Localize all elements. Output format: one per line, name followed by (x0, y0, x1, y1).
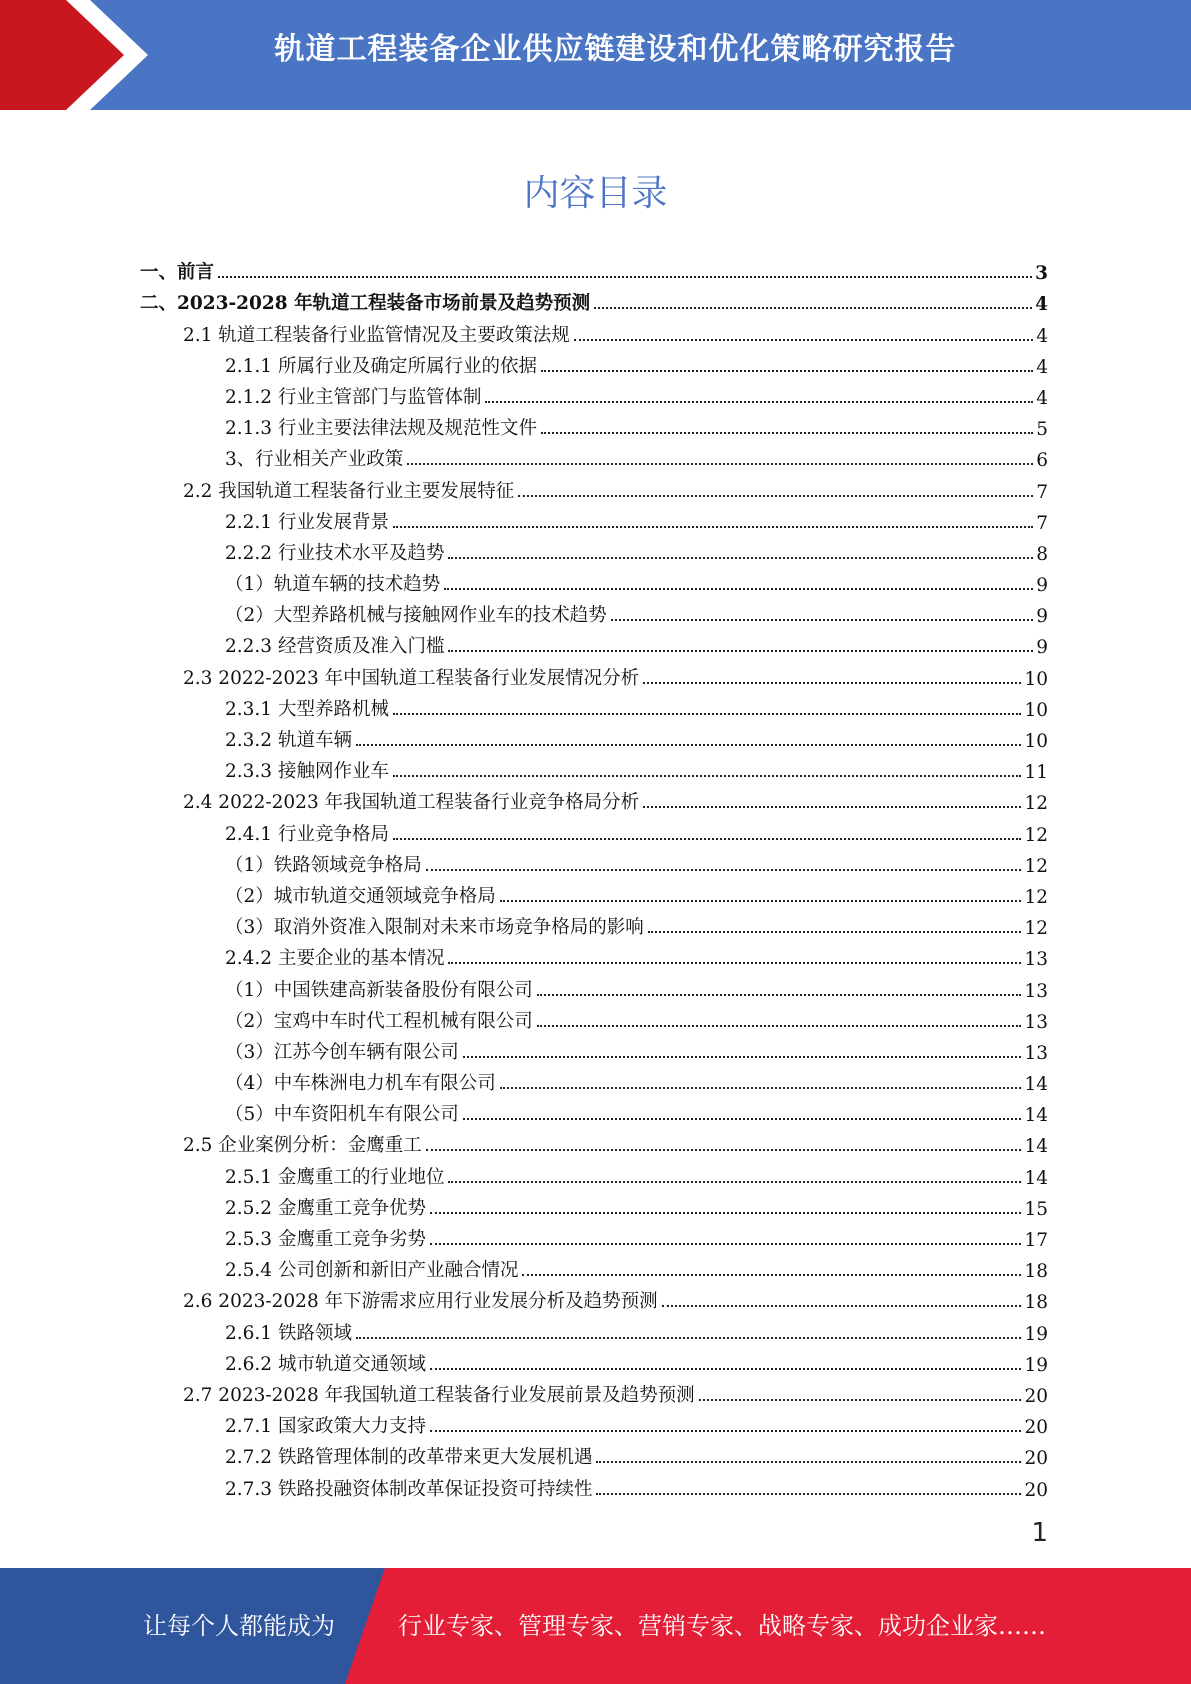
page-footer (0, 1568, 1191, 1684)
toc-entry-page: 14 (1024, 1105, 1048, 1127)
toc-heading: 内容目录 (523, 173, 668, 214)
toc-entry-page: 14 (1024, 1074, 1048, 1096)
toc-entry-page: 12 (1024, 855, 1048, 877)
toc-entry-label: （2）城市轨道交通领域竞争格局 (225, 885, 496, 907)
toc-entry-page: 18 (1024, 1292, 1048, 1314)
toc-entry[interactable] (140, 1376, 1048, 1407)
toc-entry-label: 2.3.2 轨道车辆 (225, 730, 352, 751)
toc-entry-page: 9 (1036, 606, 1048, 628)
toc-entry-label: （2）宝鸡中车时代工程机械有限公司 (225, 1010, 533, 1032)
toc-entry-label: （1）轨道车辆的技术趋势 (225, 574, 441, 596)
toc-leader-dots (393, 525, 1033, 528)
toc-entry[interactable] (140, 690, 1048, 721)
toc-entry-page: 12 (1024, 793, 1048, 815)
toc-leader-dots (500, 899, 1022, 902)
toc-entry[interactable] (140, 471, 1048, 502)
toc-entry-page: 9 (1036, 637, 1048, 659)
report-title: 轨道工程装备企业供应链建设和优化策略研究报告 (274, 32, 957, 67)
toc-leader-dots (537, 993, 1022, 996)
toc-entry-page: 10 (1024, 731, 1048, 752)
toc-leader-dots (463, 1055, 1022, 1058)
toc-entry[interactable] (140, 534, 1048, 565)
toc-leader-dots (500, 1086, 1022, 1089)
toc-entry-label: 2.1 轨道工程装备行业监管情况及主要政策法规 (183, 324, 570, 346)
toc-entry-label: 2.2 我国轨道工程装备行业主要发展特征 (183, 480, 515, 502)
toc-entry-page: 13 (1024, 980, 1048, 1002)
toc-entry[interactable] (140, 1438, 1048, 1469)
toc-entry-label: 2.7 2023-2028 年我国轨道工程装备行业发展前景及趋势预测 (183, 1384, 695, 1406)
toc-leader-dots (218, 275, 1032, 278)
toc-entry[interactable] (140, 596, 1048, 627)
toc-entry-page: 19 (1024, 1323, 1048, 1345)
toc-entry-label: 2.5.3 金鹰重工竞争劣势 (225, 1229, 426, 1250)
toc-leader-dots (541, 369, 1033, 372)
toc-entry-page: 15 (1024, 1198, 1048, 1220)
toc-leader-dots (430, 1211, 1021, 1214)
toc-entry-page: 20 (1024, 1448, 1048, 1470)
toc-entry-label: 2.1.2 行业主管部门与监管体制 (225, 386, 482, 408)
toc-leader-dots (393, 774, 1021, 777)
toc-entry[interactable] (140, 378, 1048, 409)
toc-leader-dots (430, 1242, 1021, 1245)
toc-entry-label: 2.6.2 城市轨道交通领域 (225, 1353, 426, 1375)
toc-entry-label: 2.6.1 铁路领域 (225, 1322, 352, 1344)
toc-entry-label: 二、2023-2028 年轨道工程装备市场前景及趋势预测 (140, 293, 591, 315)
toc-leader-dots (448, 961, 1021, 964)
toc-entry[interactable] (140, 565, 1048, 596)
toc-leader-dots (643, 805, 1021, 808)
toc-entry[interactable] (140, 440, 1048, 471)
toc-entry-label: （3）江苏今创车辆有限公司 (225, 1041, 459, 1063)
toc-leader-dots (430, 1367, 1021, 1370)
toc-leader-dots (393, 837, 1021, 840)
toc-entry[interactable] (140, 846, 1048, 877)
toc-entry-page: 12 (1024, 918, 1048, 940)
toc-entry-label: 2.1.1 所属行业及确定所属行业的依据 (225, 355, 537, 377)
toc-entry-label: 2.7.2 铁路管理体制的改革带来更大发展机遇 (225, 1447, 593, 1469)
toc-entry-page: 3 (1035, 263, 1048, 285)
toc-leader-dots (662, 1304, 1022, 1307)
toc-entry-page: 4 (1035, 294, 1048, 316)
toc-entry-label: 2.3.3 接触网作业车 (225, 761, 389, 783)
toc-entry-page: 20 (1024, 1385, 1048, 1407)
toc-entry[interactable] (140, 658, 1048, 689)
toc-leader-dots (426, 868, 1022, 871)
page-number: 1 (1031, 1518, 1048, 1548)
toc-entry[interactable] (140, 409, 1048, 440)
toc-entry[interactable] (140, 1469, 1048, 1500)
toc-leader-dots (356, 1336, 1022, 1339)
toc-entry[interactable] (140, 1313, 1048, 1344)
toc-entry-label: （5）中车资阳机车有限公司 (225, 1104, 459, 1126)
toc-entry-label: 2.5.4 公司创新和新旧产业融合情况 (225, 1260, 519, 1282)
toc-entry[interactable] (140, 1407, 1048, 1438)
toc-entry-page: 11 (1024, 762, 1048, 784)
toc-leader-dots (426, 1148, 1022, 1151)
toc-entry[interactable] (140, 1189, 1048, 1220)
toc-entry[interactable] (140, 877, 1048, 908)
toc-entry[interactable] (140, 721, 1048, 752)
toc-leader-dots (430, 1429, 1021, 1432)
toc-entry-page: 4 (1036, 325, 1048, 347)
toc-entry[interactable] (140, 783, 1048, 814)
toc-entry-label: （2）大型养路机械与接触网作业车的技术趋势 (225, 605, 607, 627)
toc-leader-dots (699, 1398, 1022, 1401)
toc-entry-label: （4）中车株洲电力机车有限公司 (225, 1073, 496, 1095)
toc-entry[interactable] (140, 752, 1048, 783)
toc-leader-dots (522, 1273, 1021, 1276)
toc-leader-dots (485, 400, 1033, 403)
toc-entry[interactable] (140, 908, 1048, 939)
toc-entry[interactable] (140, 1282, 1048, 1313)
toc-entry-label: 2.5 企业案例分析：金鹰重工 (183, 1135, 422, 1157)
toc-leader-dots (574, 338, 1033, 341)
toc-entry-page: 18 (1024, 1261, 1048, 1283)
toc-entry-page: 8 (1036, 543, 1048, 565)
toc-entry[interactable] (140, 939, 1048, 970)
toc-entry-label: （1）中国铁建高新装备股份有限公司 (225, 979, 533, 1001)
toc-entry-page: 19 (1024, 1354, 1048, 1376)
toc-entry-page: 13 (1024, 1011, 1048, 1033)
toc-entry[interactable] (140, 253, 1048, 284)
toc-leader-dots (518, 494, 1033, 497)
toc-entry-label: 一、前言 (140, 262, 215, 284)
toc-leader-dots (611, 618, 1033, 621)
toc-entry[interactable] (140, 1033, 1048, 1064)
toc-entry-label: 2.5.1 金鹰重工的行业地位 (225, 1166, 445, 1188)
toc-entry-page: 9 (1036, 575, 1048, 597)
toc-entry-page: 14 (1024, 1167, 1048, 1189)
toc-leader-dots (463, 1117, 1022, 1120)
toc-entry-page: 14 (1024, 1136, 1048, 1158)
toc-entry-page: 13 (1024, 1042, 1048, 1064)
toc-leader-dots (448, 556, 1033, 559)
toc-entry-page: 6 (1036, 450, 1048, 472)
toc-entry-page: 20 (1024, 1479, 1048, 1501)
toc-leader-dots (594, 306, 1032, 309)
toc-entry-page: 17 (1024, 1230, 1048, 1251)
toc-entry[interactable] (140, 1251, 1048, 1282)
toc-entry[interactable] (140, 1126, 1048, 1157)
toc-entry-label: （3）取消外资准入限制对未来市场竞争格局的影响 (225, 917, 644, 939)
toc-entry-page: 12 (1024, 886, 1048, 908)
toc-leader-dots (596, 1460, 1021, 1463)
toc-leader-dots (444, 587, 1033, 590)
toc-entry[interactable] (140, 284, 1048, 315)
toc-entry-label: 2.2.1 行业发展背景 (225, 511, 389, 533)
toc-leader-dots (448, 649, 1033, 652)
toc-entry-page: 7 (1036, 481, 1048, 503)
toc-entry[interactable] (140, 1157, 1048, 1188)
toc-entry[interactable] (140, 347, 1048, 378)
toc-entry-page: 13 (1024, 949, 1048, 971)
toc-entry-label: 2.7.1 国家政策大力支持 (225, 1416, 426, 1438)
toc-leader-dots (648, 930, 1022, 933)
toc-entry-label: 2.3.1 大型养路机械 (225, 698, 389, 720)
toc-entry-label: 2.2.3 经营资质及准入门槛 (225, 636, 445, 658)
toc-entry-label: 2.3 2022-2023 年中国轨道工程装备行业发展情况分析 (183, 667, 640, 689)
toc-leader-dots (393, 712, 1021, 715)
toc-entry[interactable] (140, 503, 1048, 534)
toc-leader-dots (541, 431, 1033, 434)
toc-entry-page: 12 (1024, 824, 1048, 846)
toc-entry[interactable] (140, 814, 1048, 845)
toc-leader-dots (448, 1180, 1021, 1183)
footer-slogan-right: 行业专家、管理专家、营销专家、战略专家、成功企业家…… (398, 1612, 1046, 1640)
toc-entry-label: 2.4.1 行业竞争格局 (225, 823, 389, 845)
toc-entry[interactable] (140, 1064, 1048, 1095)
toc-entry-label: 3、行业相关产业政策 (225, 449, 404, 471)
toc-leader-dots (537, 1024, 1022, 1027)
toc-leader-dots (407, 462, 1033, 465)
toc-leader-dots (643, 681, 1021, 684)
toc-entry-label: （1）铁路领域竞争格局 (225, 854, 422, 876)
toc-entry-page: 4 (1036, 387, 1048, 409)
toc-entry[interactable] (140, 627, 1048, 658)
toc-entry-page: 10 (1024, 699, 1048, 721)
toc-entry[interactable] (140, 1002, 1048, 1033)
toc-entry-label: 2.1.3 行业主要法律法规及规范性文件 (225, 418, 537, 440)
toc-entry-page: 4 (1036, 356, 1048, 378)
toc-entry-label: 2.2.2 行业技术水平及趋势 (225, 542, 445, 564)
toc-entry-page: 7 (1036, 512, 1048, 534)
toc-entry[interactable] (140, 970, 1048, 1001)
toc-entry-page: 10 (1024, 668, 1048, 690)
toc-leader-dots (356, 743, 1022, 746)
toc-entry-label: 2.6 2023-2028 年下游需求应用行业发展分析及趋势预测 (183, 1291, 658, 1313)
toc-entry[interactable] (140, 1095, 1048, 1126)
footer-slogan-left: 让每个人都能成为 (143, 1612, 335, 1640)
page-header (0, 0, 1191, 110)
toc-entry[interactable] (140, 1220, 1048, 1251)
toc-entry-label: 2.5.2 金鹰重工竞争优势 (225, 1197, 426, 1219)
toc-entry-label: 2.4.2 主要企业的基本情况 (225, 948, 445, 970)
toc-entry[interactable] (140, 315, 1048, 346)
toc-leader-dots (596, 1492, 1021, 1495)
table-of-contents (140, 253, 1048, 1501)
toc-entry-page: 20 (1024, 1417, 1048, 1439)
toc-entry[interactable] (140, 1345, 1048, 1376)
toc-entry-page: 5 (1036, 419, 1048, 441)
toc-entry-label: 2.4 2022-2023 年我国轨道工程装备行业竞争格局分析 (183, 792, 640, 814)
toc-entry-label: 2.7.3 铁路投融资体制改革保证投资可持续性 (225, 1478, 593, 1500)
